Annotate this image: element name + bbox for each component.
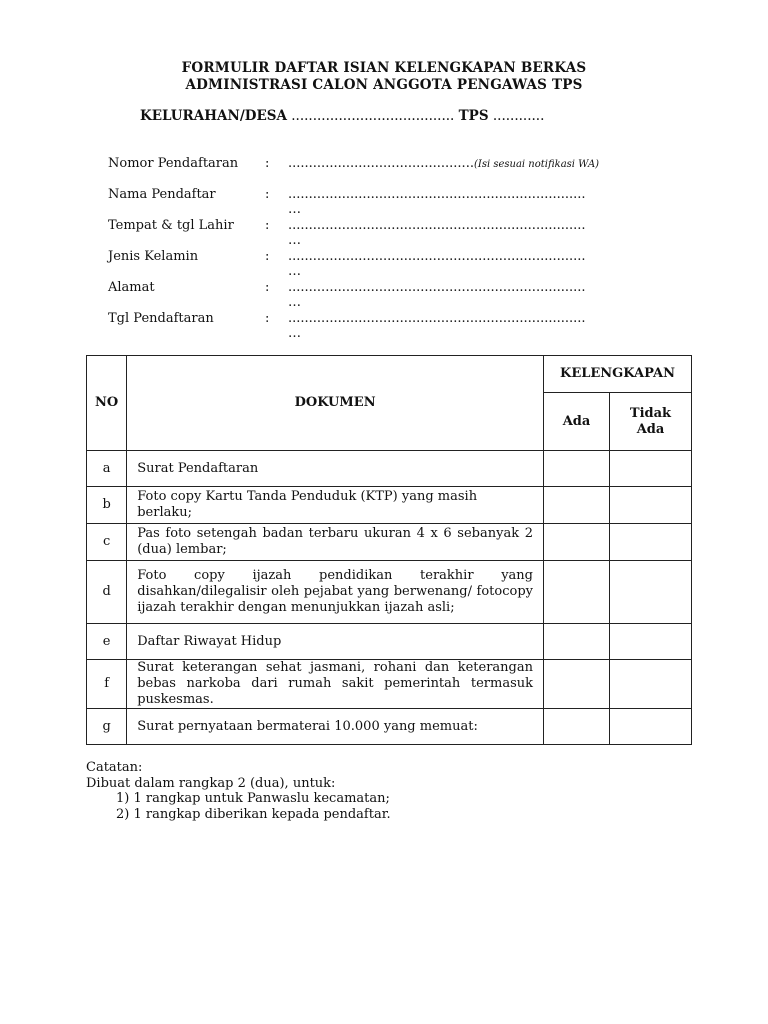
catatan-label: Catatan: xyxy=(86,760,143,775)
form-title-line2: ADMINISTRASI CALON ANGGOTA PENGAWAS TPS xyxy=(185,77,583,93)
checkbox-ada[interactable] xyxy=(544,487,610,524)
row-no: g xyxy=(87,709,127,745)
row-document: Foto copy Kartu Tanda Penduduk (KTP) yang masih berlaku; xyxy=(127,487,544,524)
row-no: d xyxy=(87,561,127,624)
checkbox-ada[interactable] xyxy=(544,660,610,709)
field-label-alamat: Alamat xyxy=(108,280,155,295)
row-document: Foto copy ijazah pendidikan terakhir yang disahkan/dilegalisir oleh pejabat yang berwenang/ fotocopy ijazah terakhir dengan menunjukkan ijazah asli; xyxy=(127,561,544,624)
table-row xyxy=(87,561,692,624)
checkbox-tidak-ada[interactable] xyxy=(610,524,692,561)
col-no-header: NO xyxy=(87,356,127,451)
field-label-nomor: Nomor Pendaftaran xyxy=(108,156,239,171)
field-value-alamat[interactable]: ........................................................................ … xyxy=(288,280,586,310)
table-row xyxy=(87,451,692,487)
field-value-tgl[interactable]: ........................................................................ … xyxy=(288,311,586,341)
kelurahan-line xyxy=(140,108,544,124)
checkbox-ada[interactable] xyxy=(544,561,610,624)
field-dots: ............................................. xyxy=(288,156,474,171)
tps-label: TPS xyxy=(458,108,489,124)
row-document: Daftar Riwayat Hidup xyxy=(127,624,544,660)
field-colon: : xyxy=(265,249,270,264)
field-value-nomor[interactable] xyxy=(288,156,663,172)
field-label-jk: Jenis Kelamin xyxy=(108,249,199,264)
table-row xyxy=(87,660,692,709)
field-note: (Isi sesuai notifikasi WA) xyxy=(473,159,600,170)
field-value-nama[interactable]: ........................................................................ … xyxy=(288,187,586,217)
checkbox-tidak-ada[interactable] xyxy=(610,487,692,524)
row-document: Pas foto setengah badan terbaru ukuran 4 x 6 sebanyak 2 (dua) lembar; xyxy=(127,524,544,561)
row-document: Surat keterangan sehat jasmani, rohani dan keterangan bebas narkoba dari rumah sakit pemerintah termasuk puskesmas. xyxy=(127,660,544,709)
row-no: c xyxy=(87,524,127,561)
table-row xyxy=(87,524,692,561)
col-ada-header: Ada xyxy=(544,393,610,451)
field-label-ttl: Tempat & tgl Lahir xyxy=(108,218,234,233)
field-label-tgl: Tgl Pendaftaran xyxy=(108,311,214,326)
catatan-item: 1) 1 rangkap untuk Panwaslu kecamatan; xyxy=(116,791,390,806)
checkbox-ada[interactable] xyxy=(544,709,610,745)
row-document: Surat pernyataan bermaterai 10.000 yang memuat: xyxy=(127,709,544,745)
field-value-ttl[interactable]: ........................................................................ … xyxy=(288,218,586,248)
checkbox-ada[interactable] xyxy=(544,624,610,660)
catatan-section xyxy=(86,760,391,822)
field-colon: : xyxy=(265,311,270,326)
col-dokumen-header: DOKUMEN xyxy=(127,356,544,451)
catatan-line: Dibuat dalam rangkap 2 (dua), untuk: xyxy=(86,775,336,791)
col-tidak-ada-header: Tidak Ada xyxy=(610,393,692,451)
catatan-item: 2) 1 rangkap diberikan kepada pendaftar. xyxy=(116,806,391,822)
row-no: e xyxy=(87,624,127,660)
table-row xyxy=(87,624,692,660)
row-document: Surat Pendaftaran xyxy=(127,451,544,487)
tps-fill[interactable]: ............ xyxy=(492,108,545,124)
row-no: f xyxy=(87,660,127,709)
document-table xyxy=(86,355,692,745)
col-kelengkapan-header: KELENGKAPAN xyxy=(544,356,692,393)
field-colon: : xyxy=(265,187,270,202)
field-colon: : xyxy=(265,218,270,233)
row-no: a xyxy=(87,451,127,487)
field-colon: : xyxy=(265,156,270,171)
checkbox-ada[interactable] xyxy=(544,524,610,561)
checkbox-tidak-ada[interactable] xyxy=(610,660,692,709)
checkbox-tidak-ada[interactable] xyxy=(610,451,692,487)
checkbox-tidak-ada[interactable] xyxy=(610,709,692,745)
kelurahan-fill[interactable]: ...................................... xyxy=(291,108,455,124)
field-colon: : xyxy=(265,280,270,295)
checkbox-tidak-ada[interactable] xyxy=(610,561,692,624)
field-label-nama: Nama Pendaftar xyxy=(108,187,216,202)
checkbox-ada[interactable] xyxy=(544,451,610,487)
kelurahan-label: KELURAHAN/DESA xyxy=(140,108,287,124)
form-title-line1: FORMULIR DAFTAR ISIAN KELENGKAPAN BERKAS xyxy=(181,60,587,76)
row-no: b xyxy=(87,487,127,524)
table-row xyxy=(87,487,692,524)
checkbox-tidak-ada[interactable] xyxy=(610,624,692,660)
table-row xyxy=(87,709,692,745)
field-value-jk[interactable]: ........................................................................ … xyxy=(288,249,586,279)
